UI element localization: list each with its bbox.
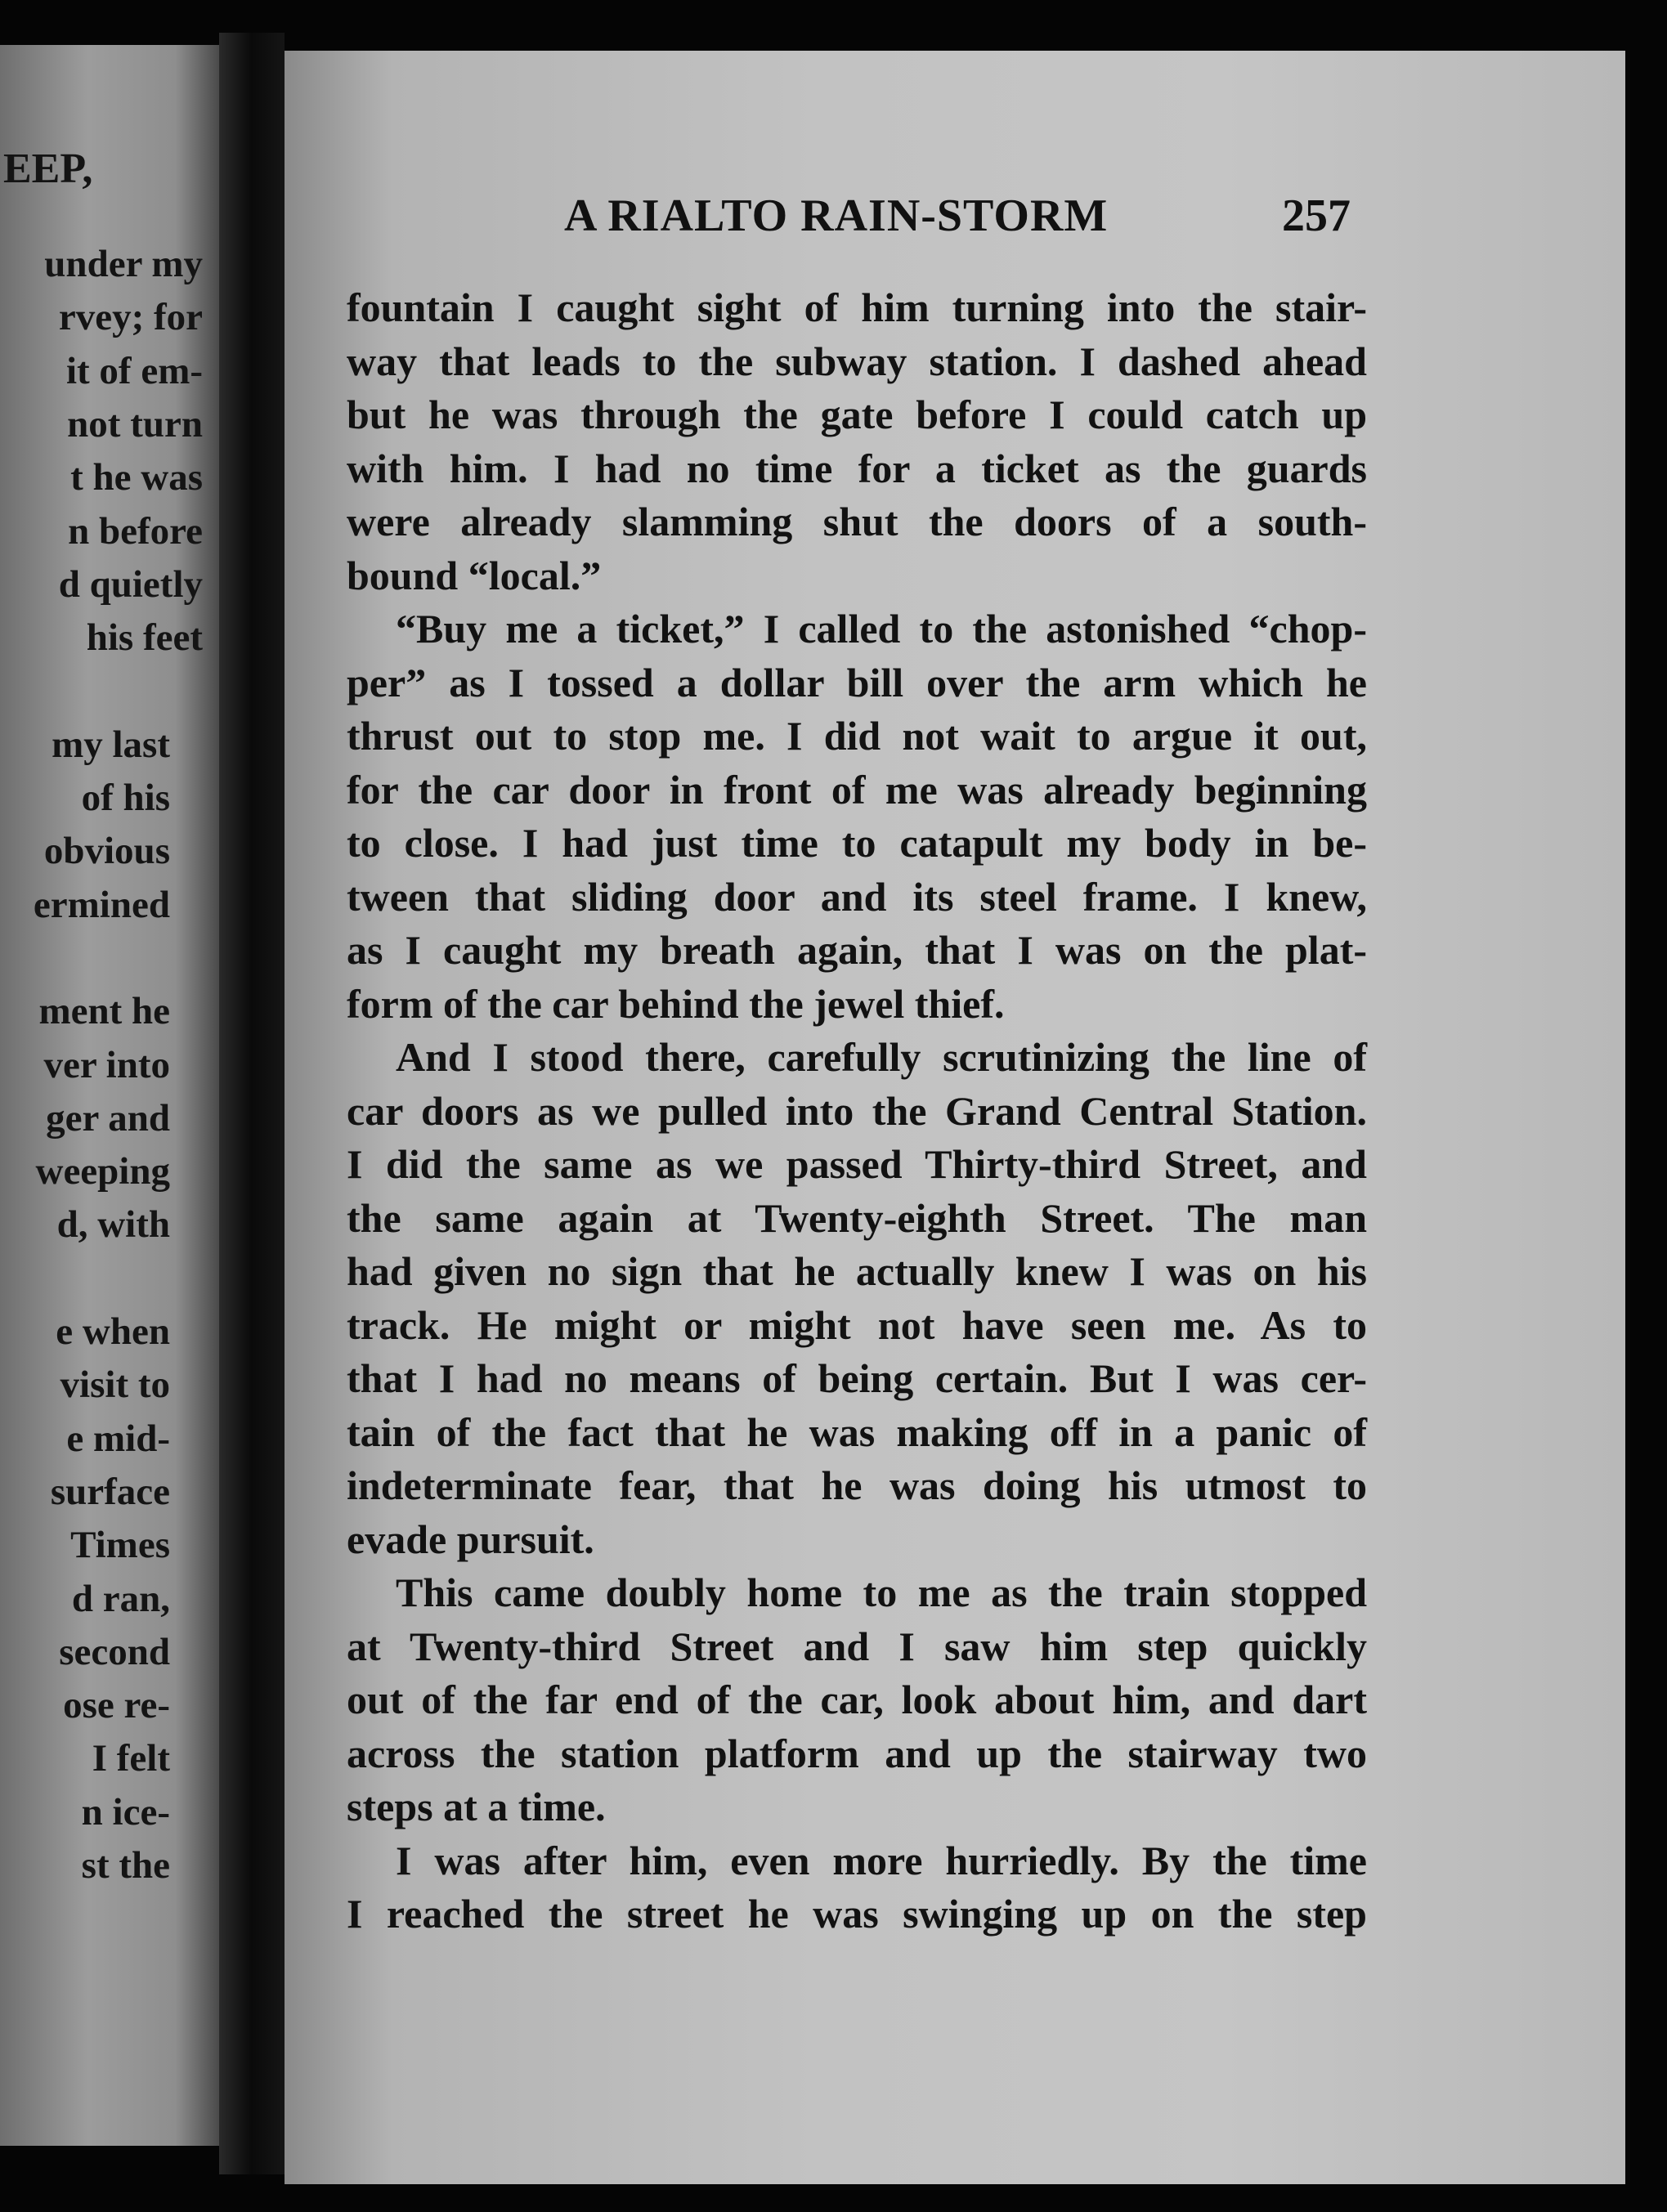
previous-page-line: ver into: [43, 1043, 170, 1086]
previous-page-line: his feet: [86, 616, 203, 660]
previous-page-line: t he was: [70, 456, 203, 499]
previous-page-line: my last: [52, 723, 170, 766]
text-line: tain of the fact that he was making off in a panic of: [347, 1408, 1367, 1455]
text-line: car doors as we pulled into the Grand Central Station.: [347, 1087, 1367, 1134]
previous-page-header-fragment: EEP,: [3, 146, 93, 192]
previous-page-line: d quietly: [58, 562, 203, 606]
text-line: “Buy me a ticket,” I called to the astonished “chop-: [396, 606, 1367, 652]
text-line: as I caught my breath again, that I was on the plat-: [347, 927, 1367, 973]
previous-page-line: d ran,: [71, 1577, 170, 1620]
page-number: 257: [1282, 190, 1351, 241]
text-line: I reached the street he was swinging up on the step: [347, 1891, 1367, 1937]
text-line: indeterminate fear, that he was doing his utmost to: [347, 1462, 1367, 1508]
running-head: A RIALTO RAIN-STORM: [564, 190, 1109, 241]
previous-page-line: not turn: [67, 402, 203, 446]
previous-page-line: it of em-: [65, 349, 203, 392]
text-line: that I had no means of being certain. But I was cer-: [347, 1355, 1367, 1401]
text-line: steps at a time.: [347, 1784, 606, 1829]
previous-page-line: e mid-: [66, 1417, 170, 1460]
body-text: [347, 281, 1367, 1941]
text-line: I did the same as we passed Thirty-third Street, and: [347, 1141, 1367, 1187]
previous-page-line: n ice-: [81, 1790, 170, 1834]
previous-page-line: e when: [56, 1310, 170, 1353]
previous-page-line: visit to: [60, 1363, 170, 1407]
text-line: And I stood there, carefully scrutinizing the line of: [396, 1034, 1367, 1080]
text-line: bound “local.”: [347, 552, 602, 598]
text-line: I was after him, even more hurriedly. By the time: [396, 1837, 1367, 1883]
previous-page-line: obvious: [43, 830, 170, 873]
previous-page-line: d, with: [56, 1203, 170, 1247]
previous-page-line: Times: [70, 1524, 170, 1567]
text-line: to close. I had just time to catapult my body in be-: [347, 820, 1367, 866]
text-line: evade pursuit.: [347, 1516, 594, 1562]
text-line: were already slamming shut the doors of a south-: [347, 499, 1367, 544]
text-line: tween that sliding door and its steel frame. I knew,: [347, 873, 1367, 920]
text-line: form of the car behind the jewel thief.: [347, 980, 1005, 1027]
previous-page-line: weeping: [35, 1150, 170, 1193]
text-line: fountain I caught sight of him turning into the stair-: [347, 284, 1367, 330]
previous-page-line: of his: [81, 777, 170, 819]
text-line: thrust out to stop me. I did not wait to argue it out,: [347, 713, 1367, 759]
previous-page-line: under my: [44, 243, 203, 285]
previous-page-line: ermined: [33, 883, 170, 926]
previous-page-line: I felt: [92, 1737, 170, 1780]
text-line: way that leads to the subway station. I dashed ahead: [347, 338, 1367, 384]
previous-page-line: ment he: [38, 990, 170, 1033]
text-line: out of the far end of the car, look about him, and dart: [347, 1677, 1367, 1722]
text-line: but he was through the gate before I could catch up: [347, 392, 1367, 437]
text-line: across the station platform and up the stairway two: [347, 1730, 1367, 1776]
text-line: track. He might or might not have seen me. As to: [347, 1301, 1367, 1348]
previous-page-line: ger and: [46, 1096, 170, 1140]
previous-page-line: rvey; for: [58, 296, 203, 339]
text-line: per” as I tossed a dollar bill over the arm which he: [347, 659, 1367, 705]
book-gutter: [219, 33, 285, 2174]
previous-page-line: second: [59, 1630, 170, 1673]
previous-page-fragment: [0, 45, 219, 2146]
previous-page-line: surface: [50, 1470, 170, 1513]
text-line: with him. I had no time for a ticket as the guards: [347, 445, 1367, 491]
text-line: the same again at Twenty-eighth Street. The man: [347, 1194, 1367, 1241]
text-line: at Twenty-third Street and I saw him step quickly: [347, 1623, 1367, 1669]
text-line: for the car door in front of me was already beginning: [347, 766, 1367, 813]
page-edge-shadow: [1625, 0, 1667, 2212]
text-line: This came doubly home to me as the train stopped: [396, 1569, 1367, 1615]
previous-page-line: ose re-: [63, 1684, 170, 1727]
previous-page-line: n before: [68, 509, 203, 553]
text-line: had given no sign that he actually knew I was on his: [347, 1248, 1367, 1294]
previous-page-line: st the: [81, 1844, 170, 1887]
